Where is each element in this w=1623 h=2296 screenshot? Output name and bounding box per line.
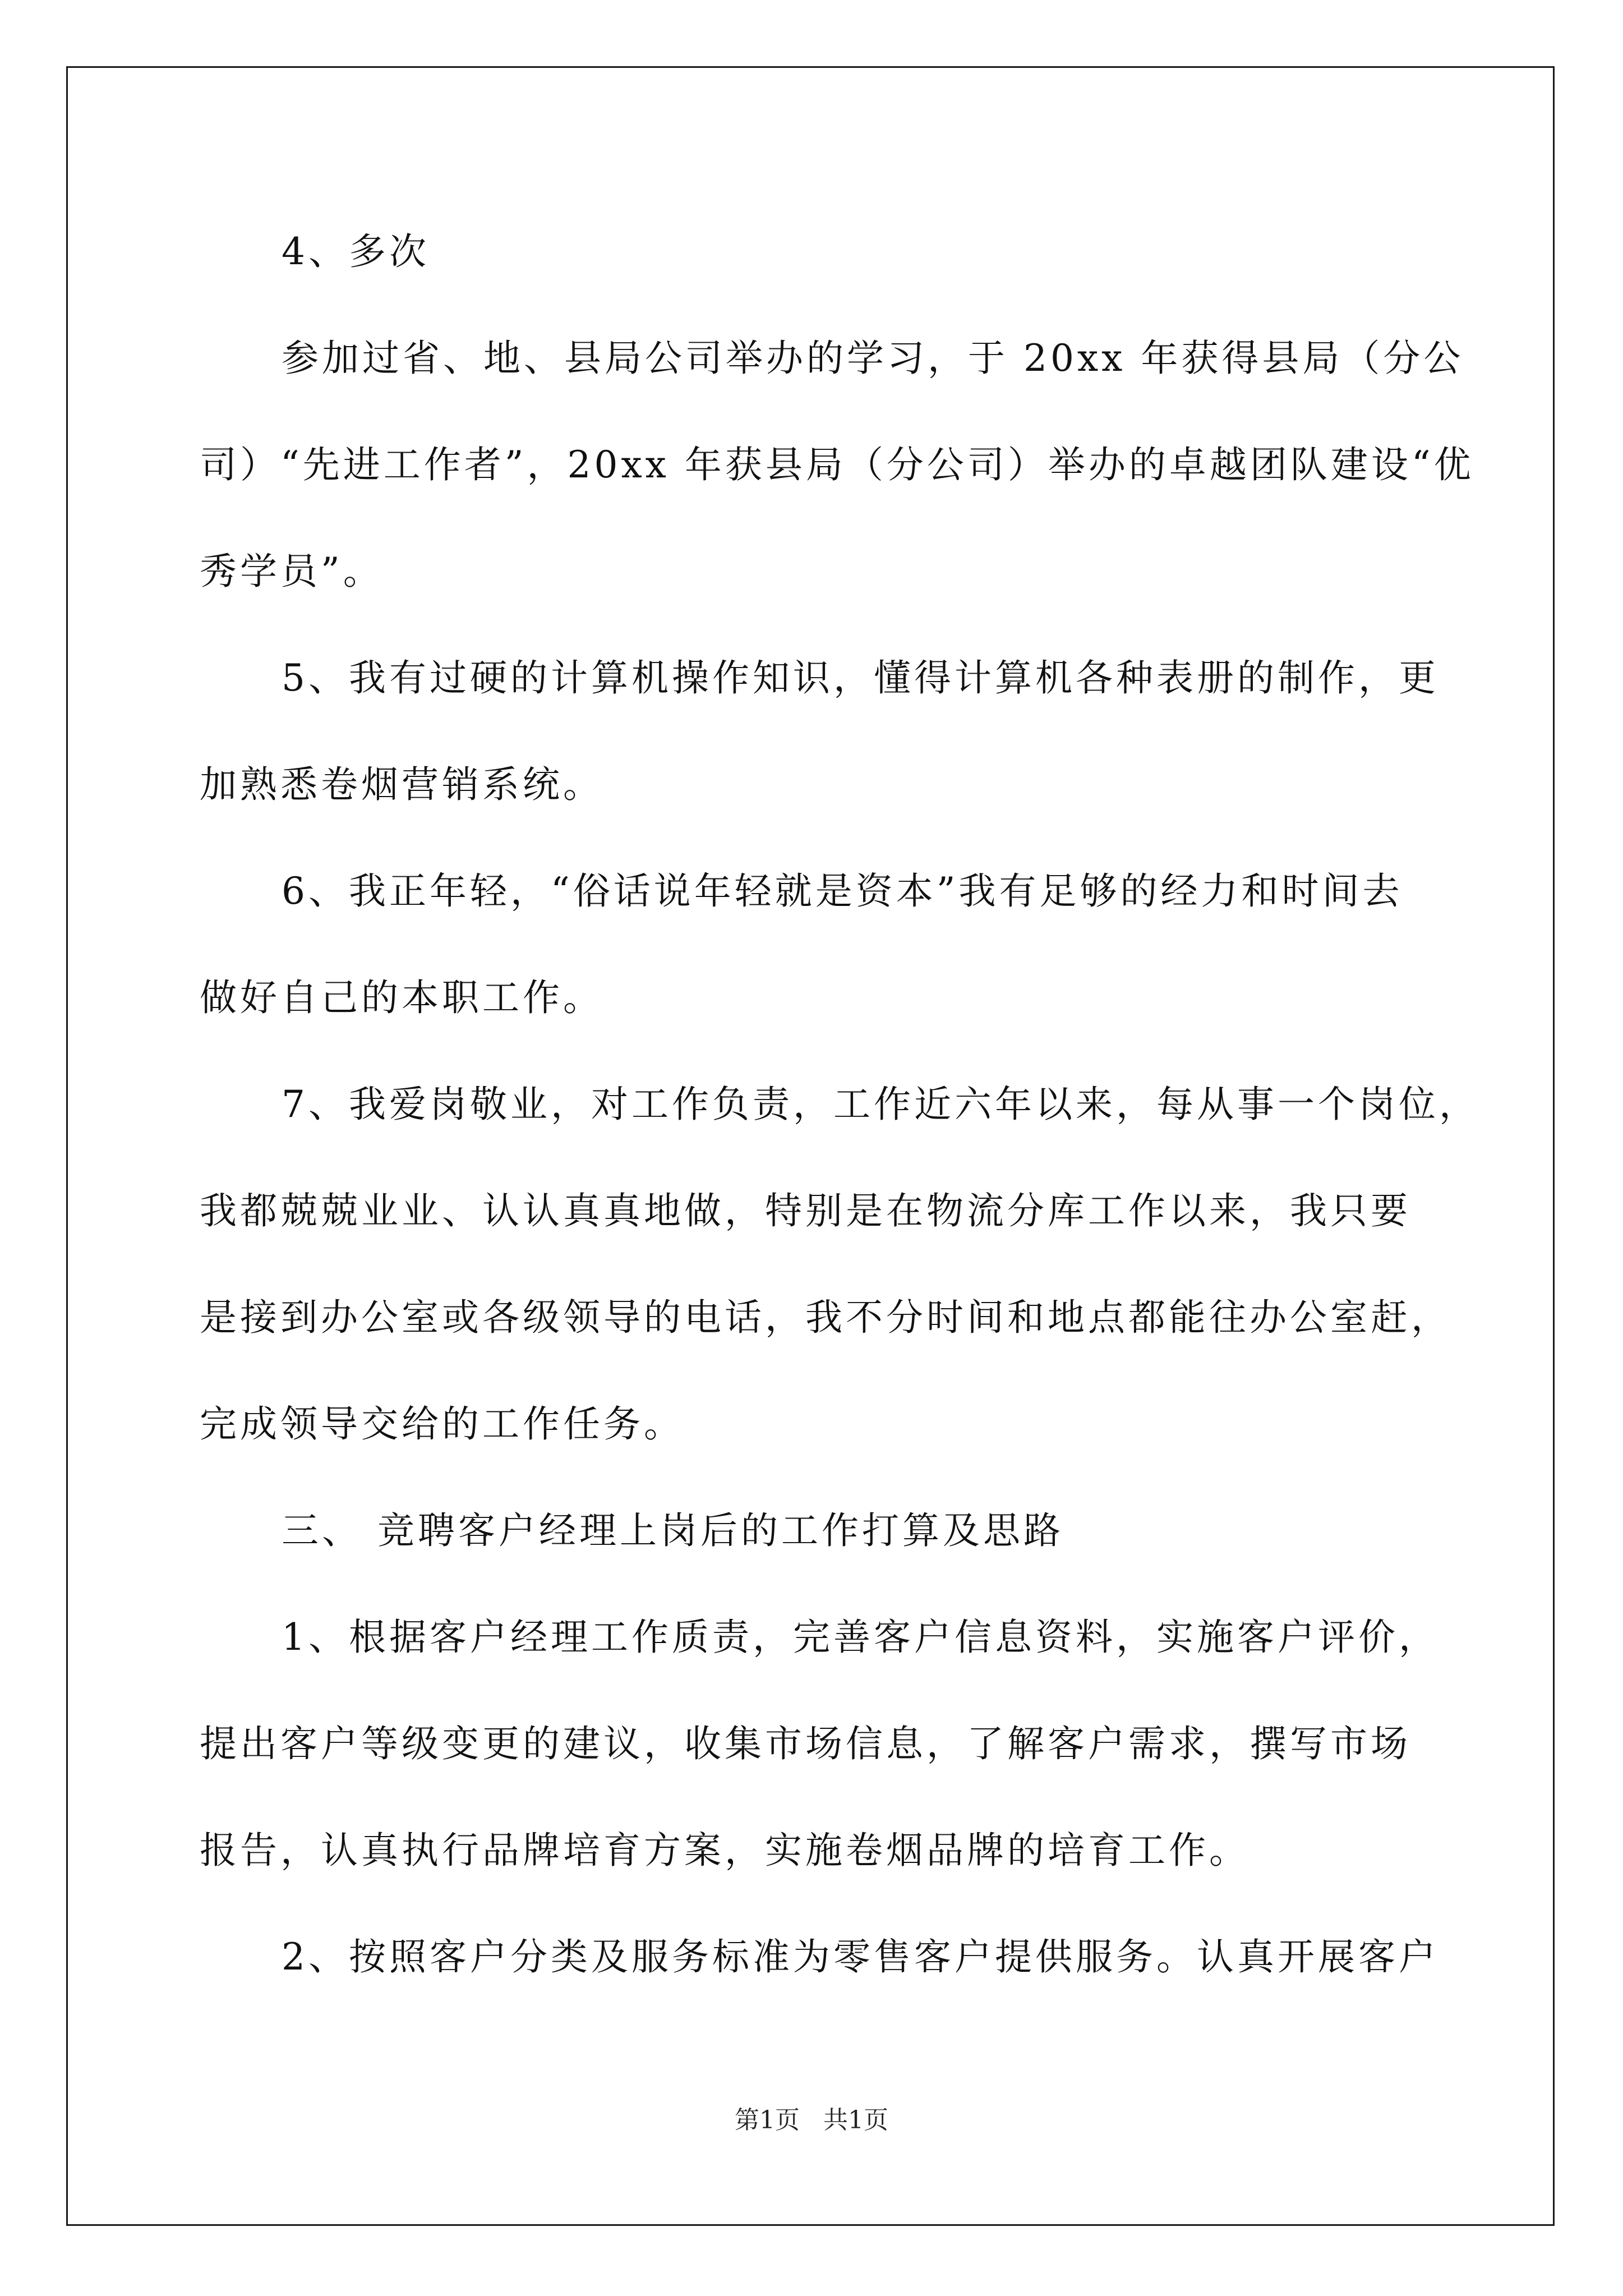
paragraph-line: 参加过省、地、县局公司举办的学习，于 20xx 年获得县局（分公 [282,337,1464,380]
paragraph-line: 1、根据客户经理工作质责，完善客户信息资料，实施客户评价， [282,1616,1439,1659]
paragraph-line: 5、我有过硬的计算机操作知识，懂得计算机各种表册的制作，更 [282,656,1439,700]
paragraph-line: 我都兢兢业业、认认真真地做，特别是在物流分库工作以来，我只要 [200,1189,1411,1232]
paragraph-line: 6、我正年轻，“俗话说年轻就是资本”我有足够的经力和时间去 [282,869,1403,913]
paragraph-line: 提出客户等级变更的建议，收集市场信息，了解客户需求，撰写市场 [200,1722,1411,1765]
paragraph-line: 司）“先进工作者”，20xx 年获县局（分公司）举办的卓越团队建设“优 [200,443,1474,486]
paragraph-line: 报告，认真执行品牌培育方案，实施卷烟品牌的培育工作。 [200,1829,1249,1872]
paragraph-line: 完成领导交给的工作任务。 [200,1402,684,1446]
paragraph-line: 4、多次 [282,230,430,273]
paragraph-line: 加熟悉卷烟营销系统。 [200,763,603,806]
page-border [66,66,1555,2226]
paragraph-line: 秀学员”。 [200,550,384,593]
paragraph-line: 7、我爱岗敬业，对工作负责，工作近六年以来，每从事一个岗位， [282,1083,1479,1126]
page-number-footer: 第1页 共1页 [735,2106,888,2134]
paragraph-line: 做好自己的本职工作。 [200,976,603,1019]
paragraph-line: 是接到办公室或各级领导的电话，我不分时间和地点都能往办公室赶， [200,1296,1451,1339]
section-heading: 三、 竞聘客户经理上岗后的工作打算及思路 [282,1509,1064,1552]
paragraph-line: 2、按照客户分类及服务标准为零售客户提供服务。认真开展客户 [282,1935,1439,1978]
